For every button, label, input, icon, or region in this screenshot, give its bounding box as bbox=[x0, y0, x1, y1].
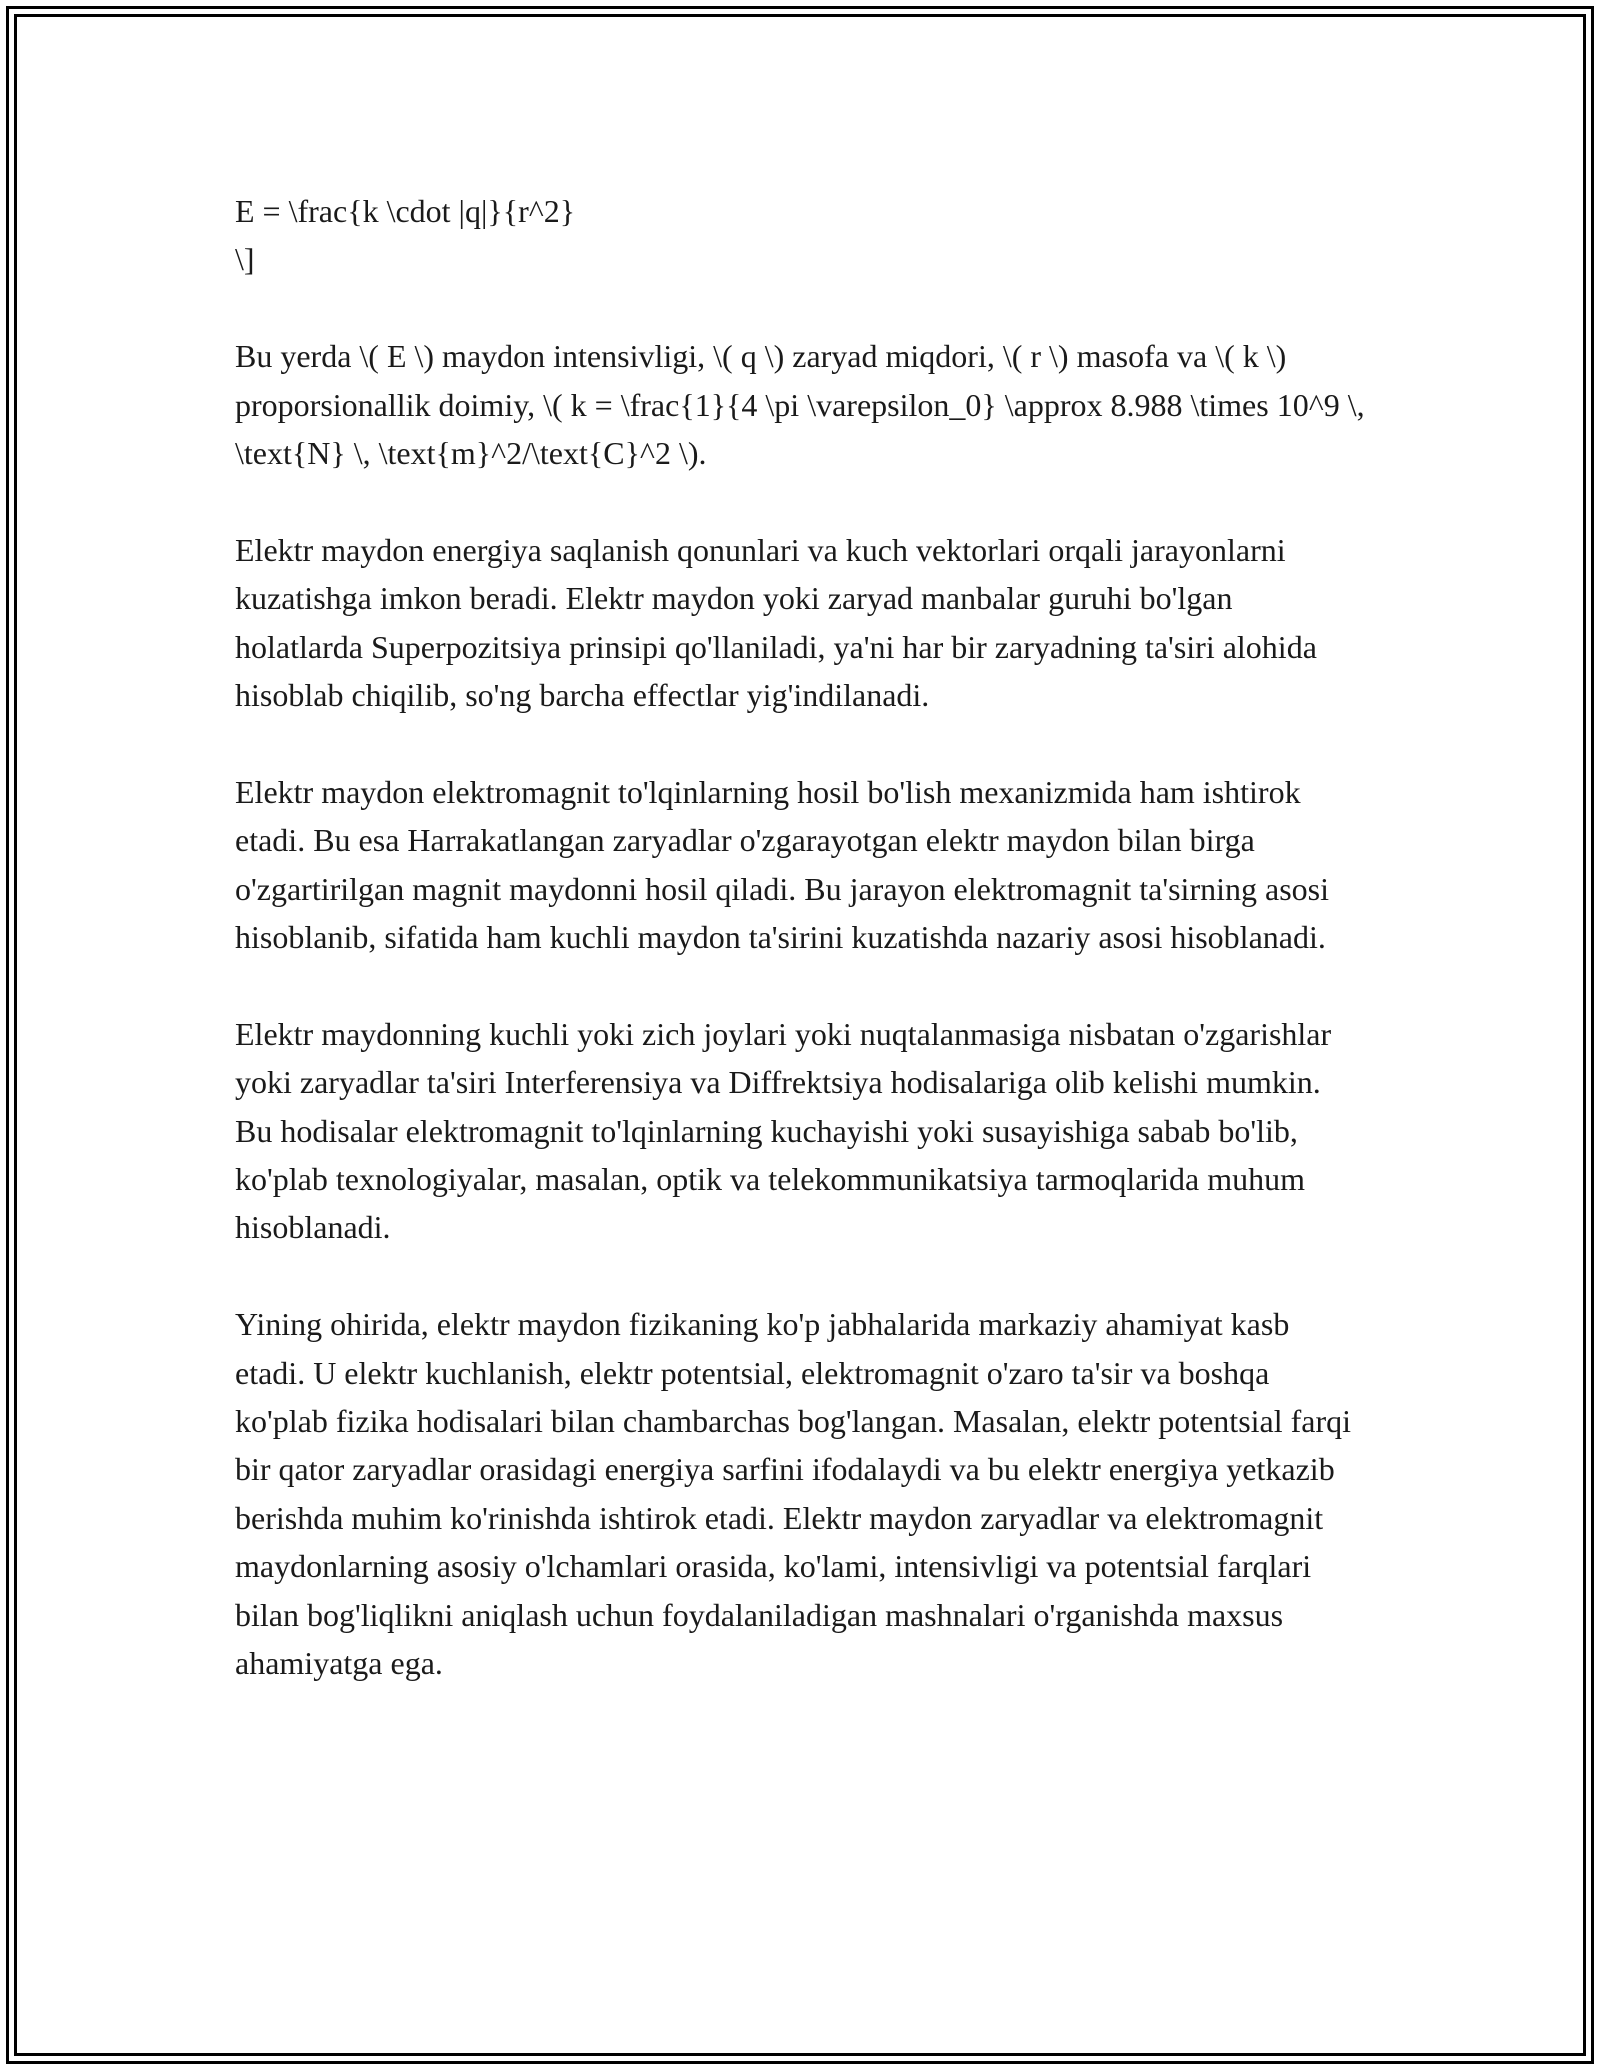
paragraph-conclusion: Yining ohirida, elektr maydon fizikaning ko'p jabhalarida markaziy ahamiyat kasb etadi. U elektr kuchlanish, elektr potentsial, elektromagnit o'zaro ta'sir va boshqa ko'plab fizika hodisalari bilan chambarchas bog'langan. Masalan, elektr potentsial farqi bir qator zaryadlar orasidagi energiya sarfini ifodalaydi va bu elektr energiya yetkazib berishda muhim ko'rinishda ishtirok etadi. Elektr maydon zaryadlar va elektromagnit maydonlarning asosiy o'lchamlari orasida, ko'lami, intensivligi va potentsial farqlari bilan bog'liqlikni aniqlash uchun foydalaniladigan mashnalari o'rganishda maxsus ahamiyatga ega. bbox=[235, 1306, 1352, 1682]
formula-line-2: \] bbox=[235, 241, 255, 278]
paragraph-electromagnetic-waves: Elektr maydon elektromagnit to'lqinlarning hosil bo'lish mexanizmida ham ishtirok etadi. Bu esa Harrakatlangan zaryadlar o'zgarayotgan elektr maydon bilan birga o'zgartirilgan magnit maydonni hosil qiladi. Bu jarayon elektromagnit ta'sirning asosi hisoblanib, sifatida ham kuchli maydon ta'sirini kuzatishda nazariy asosi hisoblanadi. bbox=[235, 773, 1329, 956]
paragraph-interference: Elektr maydonning kuchli yoki zich joylari yoki nuqtalanmasiga nisbatan o'zgarishlar yoki zaryadlar ta'siri Interferensiya va Diffrektsiya hodisalariga olib kelishi mumkin. Bu hodisalar elektromagnit to'lqinlarning kuchayishi yoki susayishiga sabab bo'lib, ko'plab texnologiyalar, masalan, optik va telekommunikatsiya tarmoqlarida muhum hisoblanadi. bbox=[235, 1015, 1332, 1246]
paragraph-superposition: Elektr maydon energiya saqlanish qonunlari va kuch vektorlari orqali jarayonlarni kuzatishga imkon beradi. Elektr maydon yoki zaryad manbalar guruhi bo'lgan holatlarda Superpozitsiya prinsipi qo'llaniladi, ya'ni har bir zaryadning ta'siri alohida hisoblab chiqilib, so'ng barcha effectlar yig'indilanadi. bbox=[235, 531, 1317, 714]
document-body bbox=[235, 187, 1365, 1736]
paragraph-definitions: Bu yerda \( E \) maydon intensivligi, \( q \) zaryad miqdori, \( r \) masofa va \( k \) proporsionallik doimiy, \( k = \frac{1}{4 \pi \varepsilon_0} \approx 8.988 \times 10^9 \, \text{N} \, \text{m}^2/\text{C}^2 \). bbox=[235, 338, 1365, 472]
formula-line-1: E = \frac{k \cdot |q|}{r^2} bbox=[235, 193, 576, 229]
